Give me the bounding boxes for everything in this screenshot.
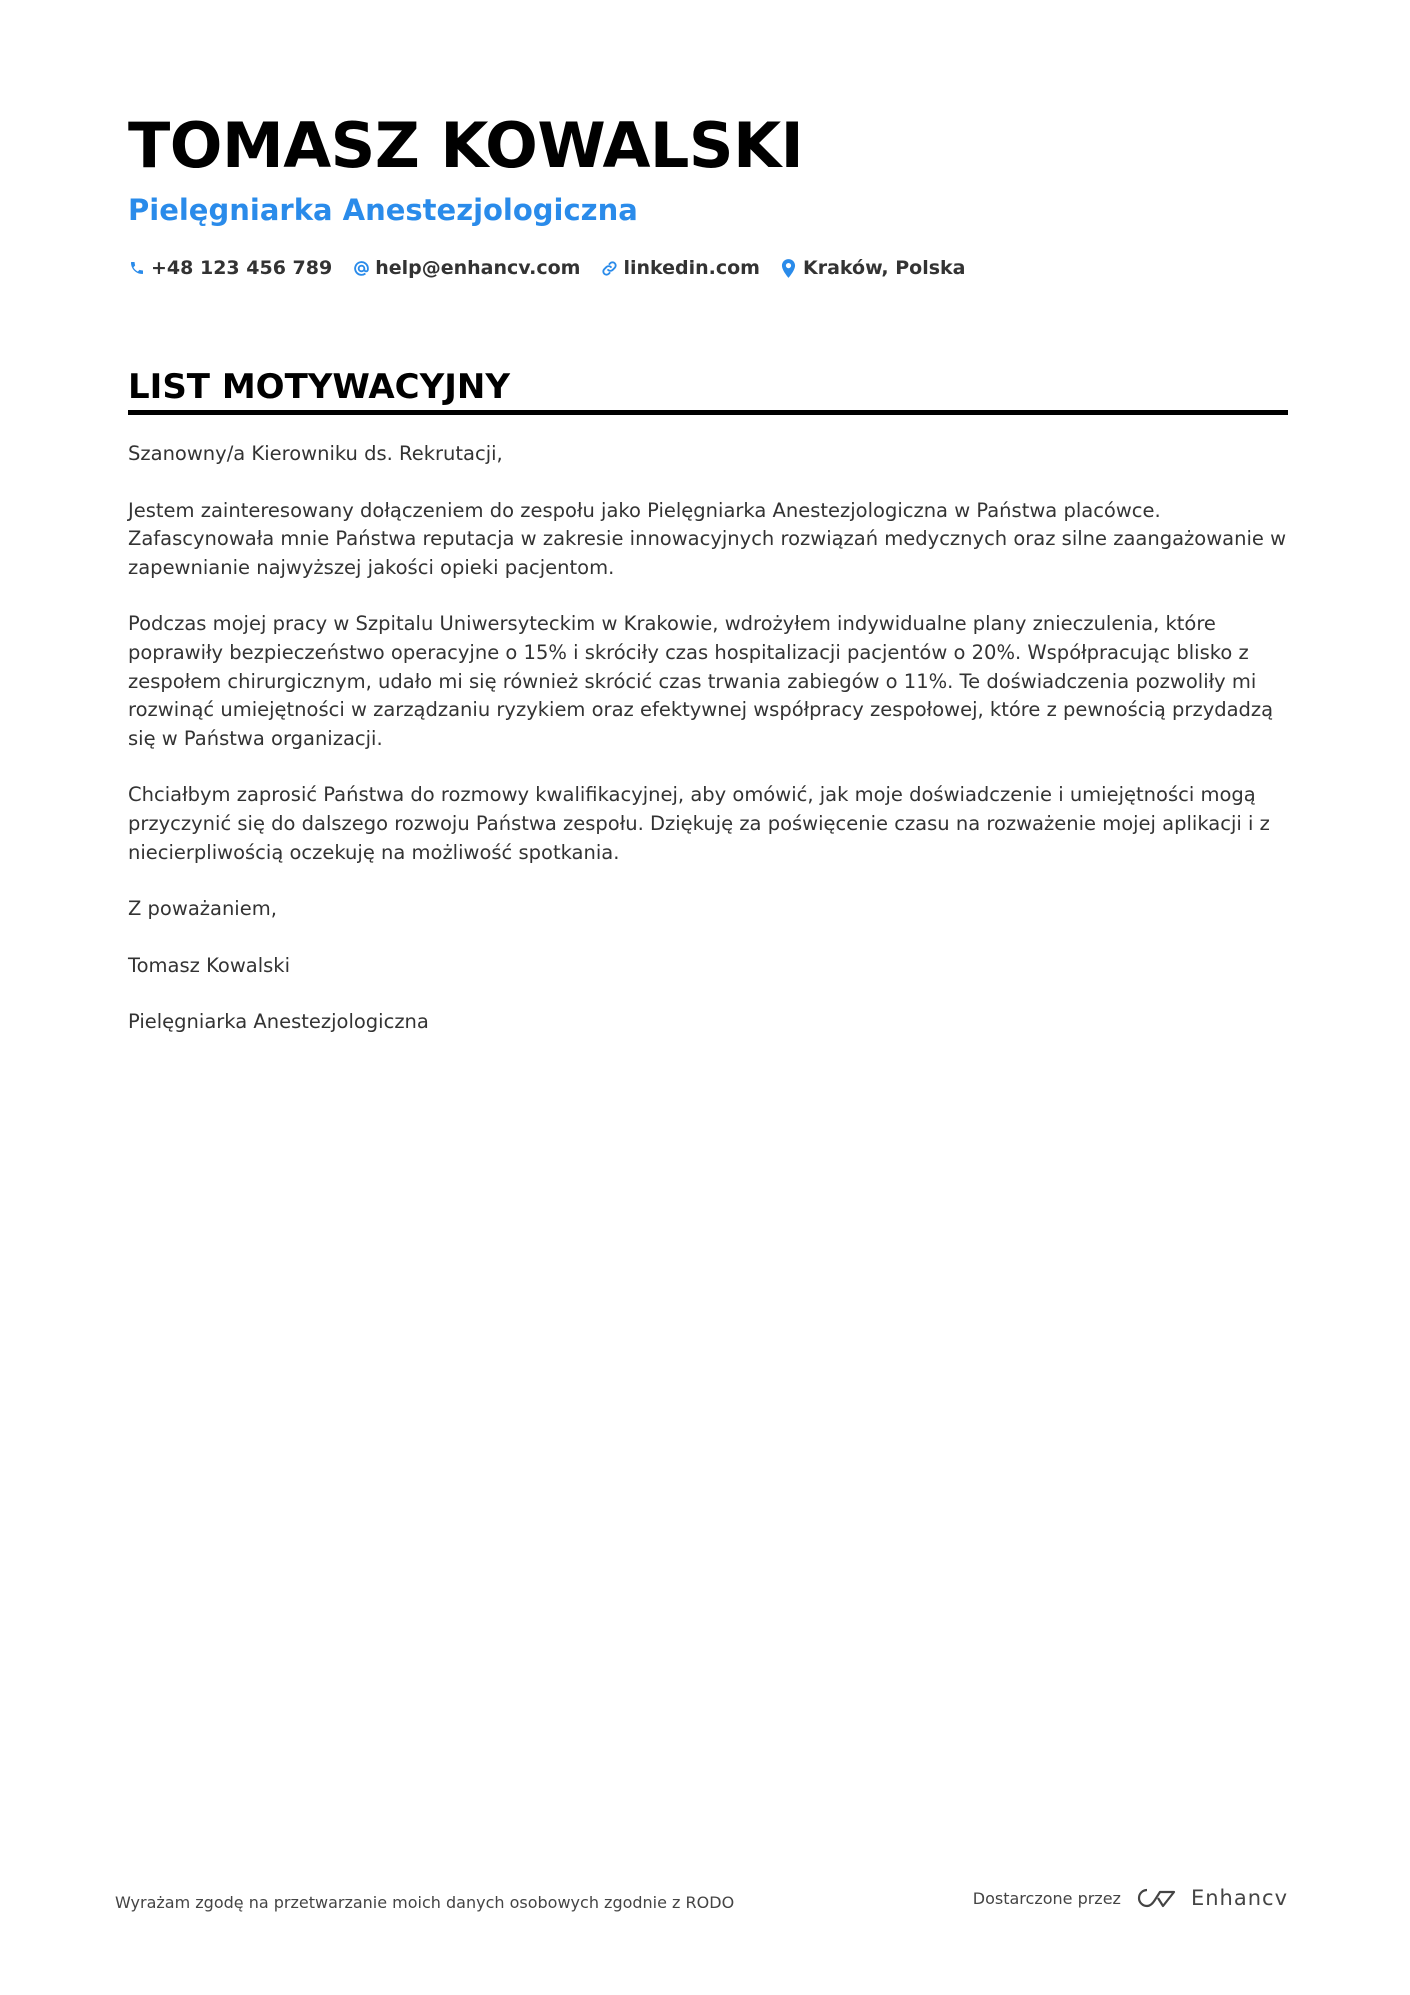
letter-closing: Z poważaniem, (128, 897, 277, 921)
contact-email[interactable] (352, 257, 580, 279)
gdpr-consent-text: Wyrażam zgodę na przetwarzanie moich danych osobowych zgodnie z RODO (115, 1893, 735, 1912)
contact-location (780, 257, 966, 279)
letter-body (128, 440, 1288, 1065)
location-pin-icon (780, 258, 798, 278)
enhancv-wordmark: Enhancv (1190, 1886, 1288, 1910)
candidate-title: Pielęgniarka Anestezjologiczna (128, 193, 638, 227)
section-divider (128, 410, 1288, 415)
candidate-name: TOMASZ KOWALSKI (128, 109, 804, 182)
letter-paragraph: Podczas mojej pracy w Szpitalu Uniwersyteckim w Krakowie, wdrożyłem indywidualne plany znieczulenia, które poprawiły bezpieczeństwo operacyjne o 15% i skróciły czas hospitalizacji pacjentów o 20%. Współpracując blisko z zespołem chirurgicznym, udało mi się również skrócić czas trwania zabiegów o 11%. Te doświadczenia pozwoliły mi rozwinąć umiejętności w zarządzaniu ryzykiem oraz efektywnej współpracy zespołowej, które z pewnością przydadzą się w Państwa organizacji. (128, 612, 1274, 750)
at-icon (352, 258, 370, 278)
link-icon (600, 258, 618, 278)
enhancv-logo-icon (1133, 1886, 1179, 1910)
contact-bar (128, 252, 986, 284)
location-text: Kraków, Polska (802, 257, 966, 279)
contact-linkedin[interactable] (600, 257, 760, 279)
signature-title: Pielęgniarka Anestezjologiczna (128, 1010, 429, 1034)
linkedin-link: linkedin.com (623, 257, 760, 279)
powered-by-label: Dostarczone przez (972, 1888, 1121, 1908)
letter-paragraph: Jestem zainteresowany dołączeniem do zespołu jako Pielęgniarka Anestezjologiczna w Państwa placówce. Zafascynowała mnie Państwa reputacja w zakresie innowacyjnych rozwiązań medycznych oraz silne zaangażowanie w zapewnianie najwyższej jakości opieki pacjentom. (128, 498, 1287, 579)
contact-phone[interactable] (128, 257, 332, 279)
email-address: help@enhancv.com (375, 257, 581, 279)
powered-by[interactable] (973, 1886, 1288, 1910)
phone-icon (128, 258, 146, 278)
signature-name: Tomasz Kowalski (128, 953, 290, 977)
letter-greeting: Szanowny/a Kierowniku ds. Rekrutacji, (128, 442, 503, 465)
letter-paragraph: Chciałbym zaprosić Państwa do rozmowy kwalifikacyjnej, aby omówić, jak moje doświadczenie i umiejętności mogą przyczynić się do dalszego rozwoju Państwa zespołu. Dziękuję za poświęcenie czasu na rozważenie mojej aplikacji i z niecierpliwością oczekuję na możliwość spotkania. (128, 783, 1270, 864)
phone-number: +48 123 456 789 (151, 257, 333, 279)
section-title: LIST MOTYWACYJNY (128, 367, 510, 407)
